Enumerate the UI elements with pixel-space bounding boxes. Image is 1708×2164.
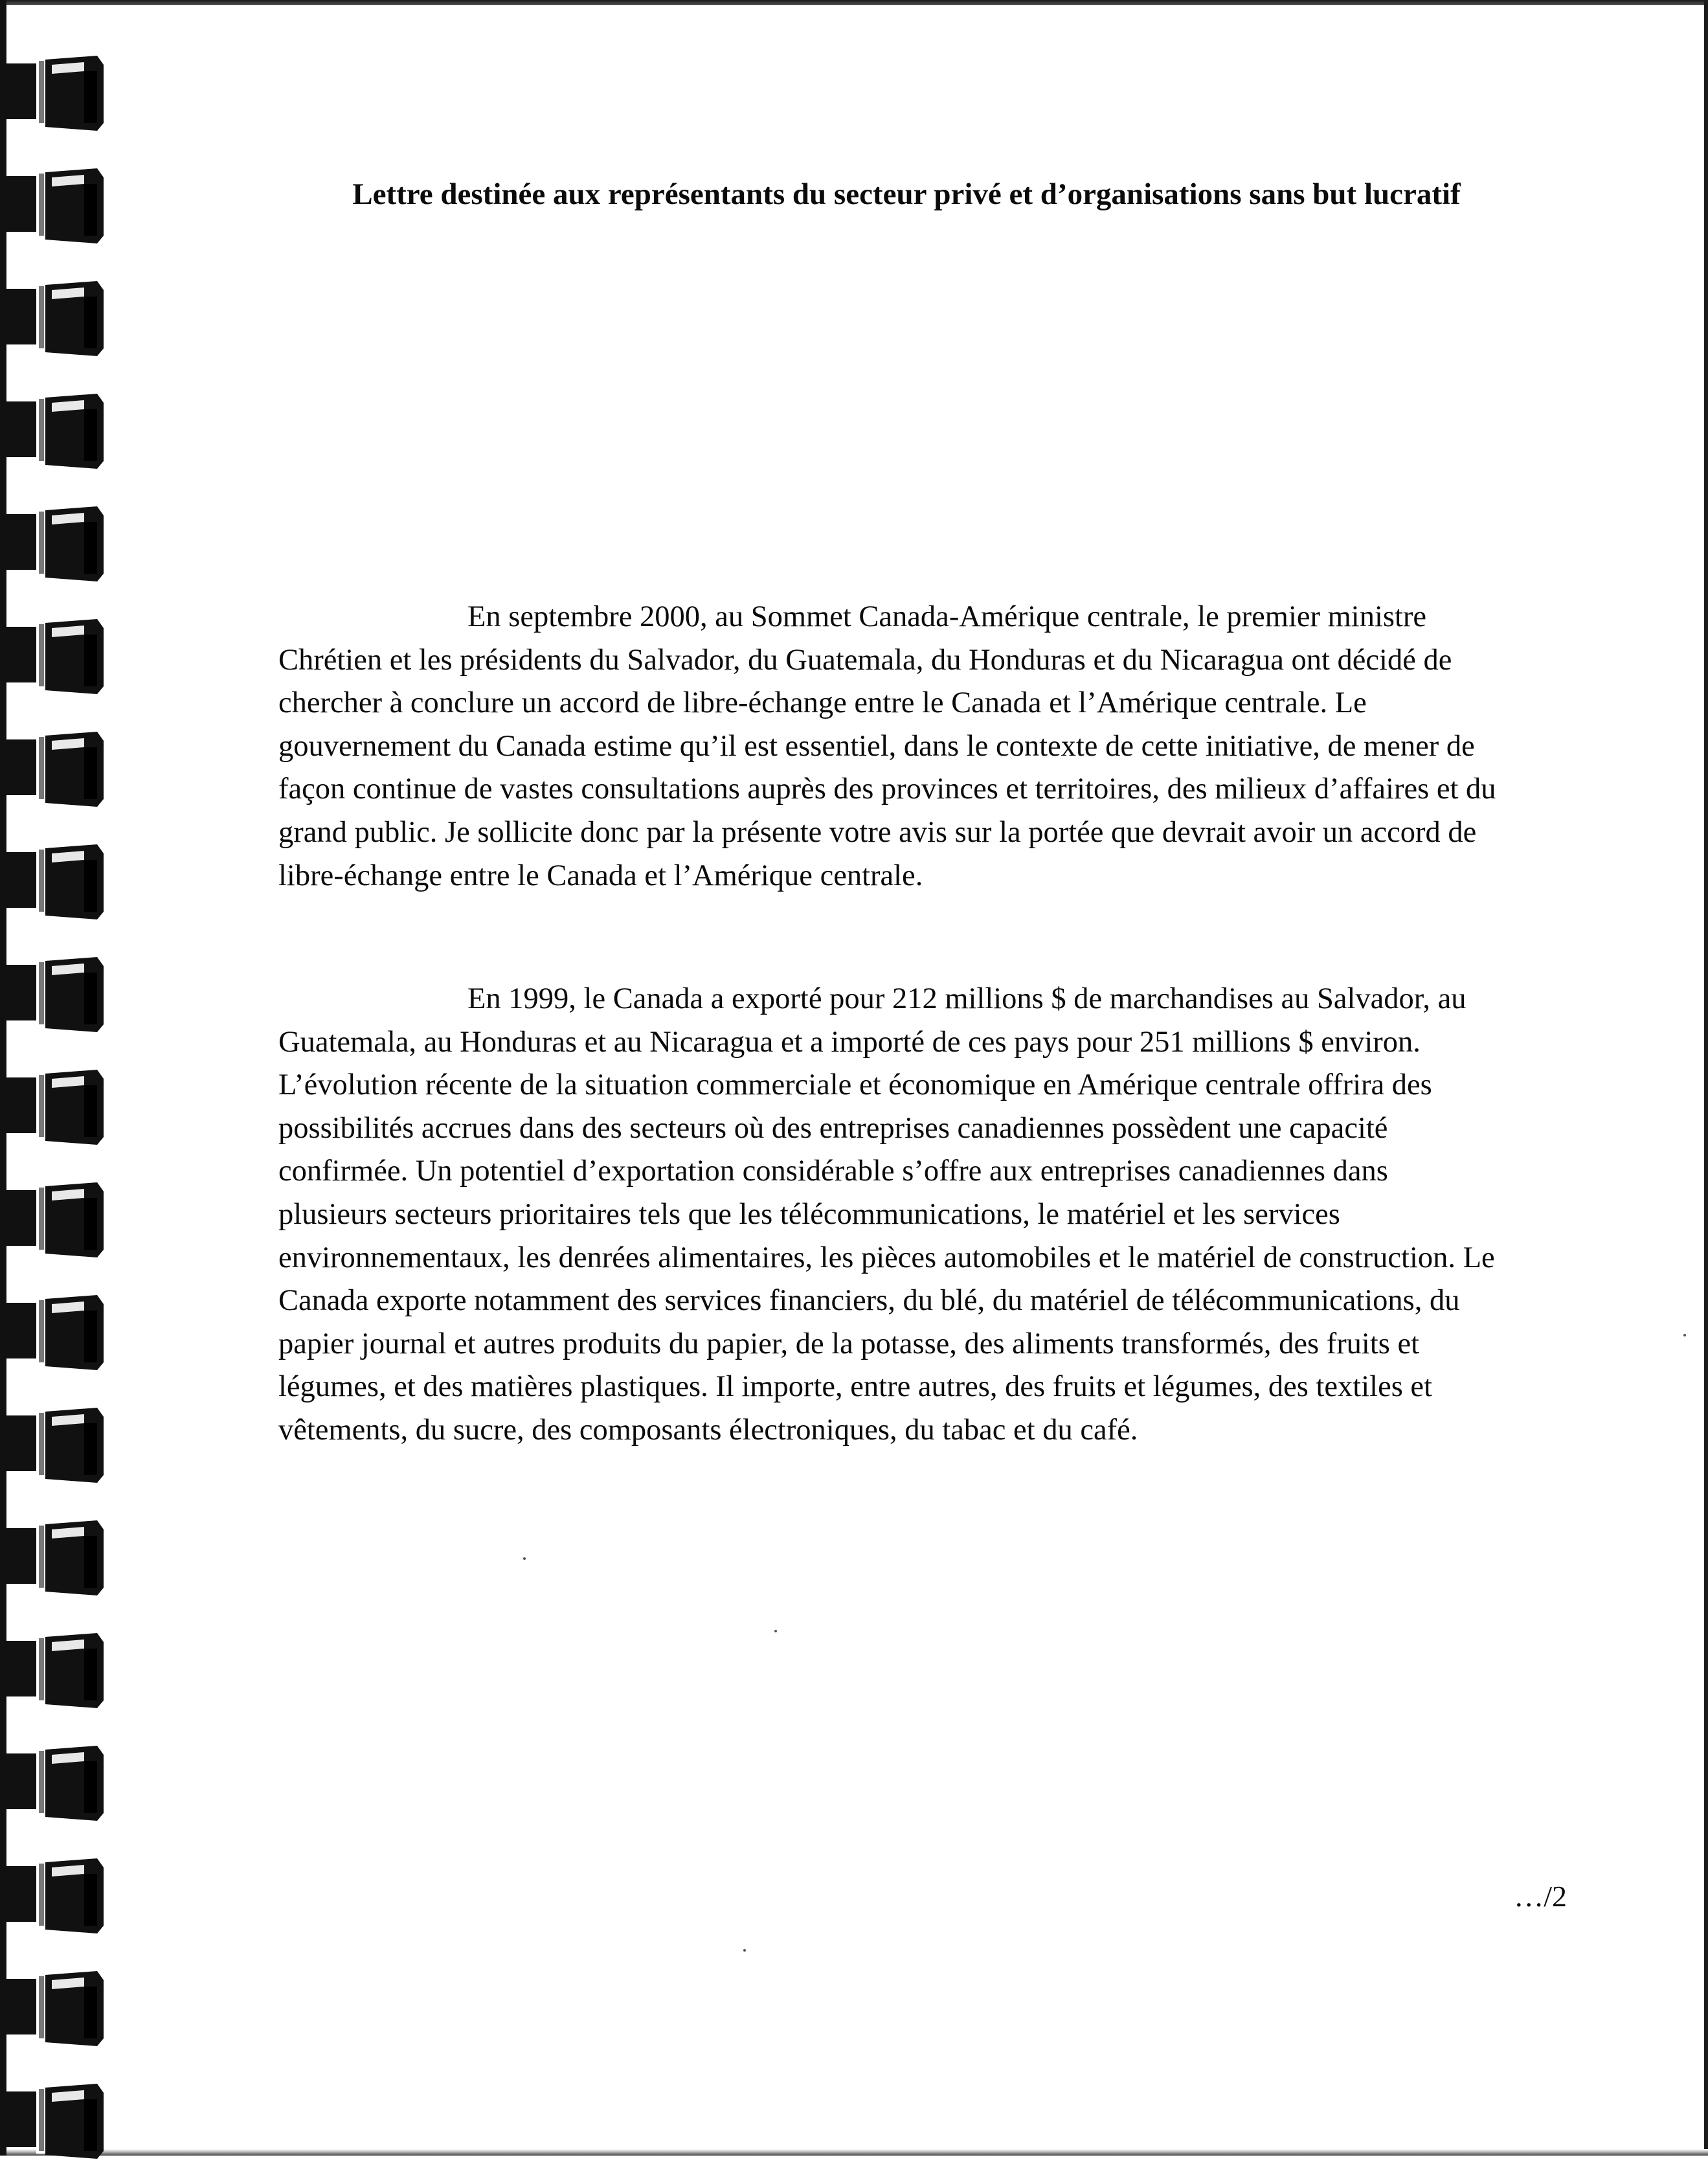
paragraph-consultation bbox=[278, 596, 1499, 897]
binding-coil bbox=[0, 52, 110, 136]
binding-coil bbox=[0, 728, 110, 812]
binding-coil bbox=[0, 1404, 110, 1488]
binding-coil bbox=[0, 2080, 110, 2164]
scan-border-right bbox=[1704, 0, 1708, 2156]
scan-speck bbox=[523, 1557, 526, 1560]
scan-speck bbox=[743, 1949, 746, 1952]
binding-coil bbox=[0, 390, 110, 474]
binding-coil bbox=[0, 1742, 110, 1826]
binding-coil bbox=[0, 277, 110, 361]
letter-title: Lettre destinée aux représentants du secteur privé et d’organisations sans but lucratif bbox=[352, 177, 1461, 211]
binding-coil bbox=[0, 1066, 110, 1150]
binding-coil bbox=[0, 1629, 110, 1713]
paragraph-trade bbox=[278, 978, 1499, 1452]
binding-coil bbox=[0, 615, 110, 699]
scan-speck bbox=[774, 1630, 777, 1632]
spiral-binding bbox=[0, 52, 129, 2137]
binding-coil bbox=[0, 1516, 110, 1601]
binding-coil bbox=[0, 1967, 110, 2051]
binding-coil bbox=[0, 1854, 110, 1939]
binding-coil bbox=[0, 502, 110, 587]
binding-coil bbox=[0, 164, 110, 249]
binding-coil bbox=[0, 953, 110, 1037]
scan-border-bottom bbox=[0, 2149, 1708, 2156]
binding-coil bbox=[0, 840, 110, 925]
scan-speck bbox=[1683, 1334, 1686, 1336]
paragraph-2-text: En 1999, le Canada a exporté pour 212 millions $ de marchandises au Salvador, au Guatemala, au Honduras et au Nicaragua et a importé de ces pays pour 251 millions $ environ. L’évolution récente de la situation commerciale et économique en Amérique centrale offrira des possibilités accrues dans des secteurs où des entreprises canadiennes possèdent une capacité confirmée. Un potentiel d’exportation considérable s’offre aux entreprises canadiennes dans plusieurs secteurs prioritaires tels que les télécommunications, le matériel et les services environnementaux, les denrées alimentaires, les pièces automobiles et le matériel de construction. Le Canada exporte notamment des services financiers, du blé, du matériel de télécommunications, du papier journal et autres produits du papier, de la potasse, des aliments transformés, des fruits et légumes, et des matières plastiques. Il importe, entre autres, des fruits et légumes, des textiles et vêtements, du sucre, des composants électroniques, du tabac et du café. bbox=[278, 982, 1495, 1447]
page-continuation-marker: …/2 bbox=[1514, 1880, 1567, 1913]
scan-border-top bbox=[0, 0, 1708, 5]
binding-coil bbox=[0, 1291, 110, 1375]
binding-coil bbox=[0, 1178, 110, 1263]
paragraph-1-text: En septembre 2000, au Sommet Canada-Amérique centrale, le premier ministre Chrétien et les présidents du Salvador, du Guatemala, du Honduras et du Nicaragua ont décidé de chercher à conclure un accord de libre-échange entre le Canada et l’Amérique centrale. Le gouvernement du Canada estime qu’il est essentiel, dans le contexte de cette initiative, de mener de façon continue de vastes consultations auprès des provinces et territoires, des milieux d’affaires et du grand public. Je sollicite donc par la présente votre avis sur la portée que devrait avoir un accord de libre-échange entre le Canada et l’Amérique centrale. bbox=[278, 600, 1496, 892]
